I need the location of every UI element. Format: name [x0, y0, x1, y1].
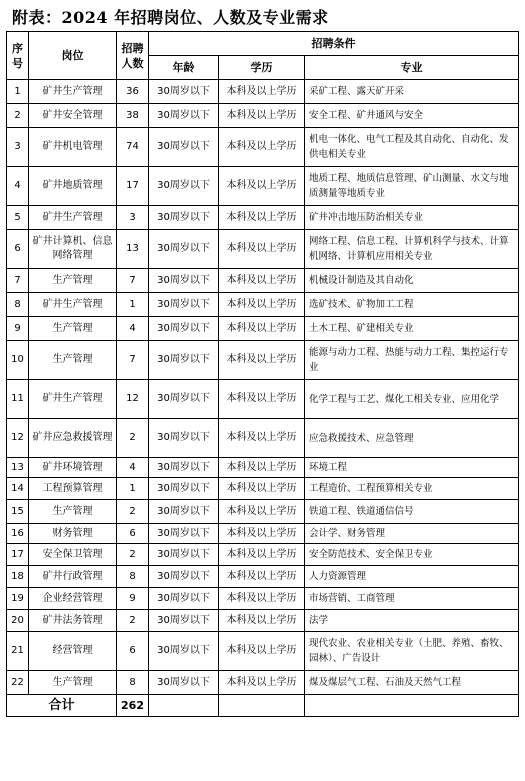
- row-major: 选矿技术、矿物加工工程: [305, 293, 519, 317]
- row-age: 30周岁以下: [149, 80, 219, 104]
- row-major: 机电一体化、电气工程及其自动化、自动化、发供电相关专业: [305, 128, 519, 167]
- row-seq: 22: [7, 671, 29, 695]
- row-age: 30周岁以下: [149, 380, 219, 419]
- row-position: 生产管理: [29, 500, 117, 524]
- row-count: 36: [117, 80, 149, 104]
- row-count: 3: [117, 206, 149, 230]
- row-count: 7: [117, 269, 149, 293]
- row-position: 财务管理: [29, 524, 117, 544]
- row-education: 本科及以上学历: [219, 500, 305, 524]
- row-seq: 14: [7, 478, 29, 500]
- row-position: 矿井计算机、信息网络管理: [29, 230, 117, 269]
- row-position: 矿井生产管理: [29, 380, 117, 419]
- table-row: [7, 206, 519, 230]
- row-count: 38: [117, 104, 149, 128]
- row-count: 74: [117, 128, 149, 167]
- row-position: 矿井应急救援管理: [29, 419, 117, 458]
- row-major: 土木工程、矿建相关专业: [305, 317, 519, 341]
- row-seq: 12: [7, 419, 29, 458]
- header-count: 招聘人数: [117, 32, 149, 80]
- row-seq: 15: [7, 500, 29, 524]
- row-count: 4: [117, 458, 149, 478]
- row-education: 本科及以上学历: [219, 104, 305, 128]
- row-age: 30周岁以下: [149, 128, 219, 167]
- row-seq: 5: [7, 206, 29, 230]
- header-major: 专业: [305, 56, 519, 80]
- row-seq: 19: [7, 588, 29, 610]
- row-seq: 9: [7, 317, 29, 341]
- row-major: 会计学、财务管理: [305, 524, 519, 544]
- row-age: 30周岁以下: [149, 671, 219, 695]
- row-position: 安全保卫管理: [29, 544, 117, 566]
- row-education: 本科及以上学历: [219, 419, 305, 458]
- row-major: 采矿工程、露天矿开采: [305, 80, 519, 104]
- row-age: 30周岁以下: [149, 206, 219, 230]
- row-seq: 10: [7, 341, 29, 380]
- row-count: 6: [117, 524, 149, 544]
- row-age: 30周岁以下: [149, 317, 219, 341]
- row-major: 铁道工程、铁道通信信号: [305, 500, 519, 524]
- total-count: 262: [117, 695, 149, 717]
- row-seq: 8: [7, 293, 29, 317]
- row-seq: 3: [7, 128, 29, 167]
- table-row: [7, 524, 519, 544]
- row-major: 矿井冲击地压防治相关专业: [305, 206, 519, 230]
- row-age: 30周岁以下: [149, 167, 219, 206]
- row-major: 人力资源管理: [305, 566, 519, 588]
- row-count: 9: [117, 588, 149, 610]
- row-count: 4: [117, 317, 149, 341]
- row-position: 矿井生产管理: [29, 80, 117, 104]
- row-count: 17: [117, 167, 149, 206]
- row-position: 矿井地质管理: [29, 167, 117, 206]
- row-count: 2: [117, 610, 149, 632]
- row-count: 8: [117, 671, 149, 695]
- row-count: 13: [117, 230, 149, 269]
- row-seq: 7: [7, 269, 29, 293]
- row-major: 安全工程、矿井通风与安全: [305, 104, 519, 128]
- row-age: 30周岁以下: [149, 566, 219, 588]
- row-age: 30周岁以下: [149, 610, 219, 632]
- document-title: 附表：2024 年招聘岗位、人数及专业需求: [12, 8, 329, 27]
- table-row: [7, 544, 519, 566]
- row-education: 本科及以上学历: [219, 544, 305, 566]
- row-age: 30周岁以下: [149, 478, 219, 500]
- row-count: 6: [117, 632, 149, 671]
- row-major: 地质工程、地质信息管理、矿山测量、水文与地质测量等地质专业: [305, 167, 519, 206]
- row-count: 12: [117, 380, 149, 419]
- table-row: [7, 293, 519, 317]
- row-age: 30周岁以下: [149, 458, 219, 478]
- row-position: 矿井生产管理: [29, 206, 117, 230]
- row-age: 30周岁以下: [149, 544, 219, 566]
- row-age: 30周岁以下: [149, 104, 219, 128]
- total-label: 合计: [7, 695, 117, 717]
- row-count: 2: [117, 544, 149, 566]
- row-count: 1: [117, 478, 149, 500]
- row-position: 矿井行政管理: [29, 566, 117, 588]
- row-seq: 13: [7, 458, 29, 478]
- row-education: 本科及以上学历: [219, 610, 305, 632]
- row-seq: 18: [7, 566, 29, 588]
- row-age: 30周岁以下: [149, 524, 219, 544]
- row-major: 应急救援技术、应急管理: [305, 419, 519, 458]
- row-position: 生产管理: [29, 269, 117, 293]
- total-empty-education: [219, 695, 305, 717]
- row-position: 矿井机电管理: [29, 128, 117, 167]
- header-age: 年龄: [149, 56, 219, 80]
- table-row: [7, 588, 519, 610]
- row-major: 环境工程: [305, 458, 519, 478]
- row-education: 本科及以上学历: [219, 269, 305, 293]
- row-major: 现代农业、农业相关专业（土肥、养殖、畜牧、园林）、广告设计: [305, 632, 519, 671]
- row-education: 本科及以上学历: [219, 128, 305, 167]
- row-age: 30周岁以下: [149, 230, 219, 269]
- row-seq: 11: [7, 380, 29, 419]
- row-position: 生产管理: [29, 317, 117, 341]
- row-position: 矿井生产管理: [29, 293, 117, 317]
- row-education: 本科及以上学历: [219, 80, 305, 104]
- table-row: [7, 610, 519, 632]
- recruitment-table: [6, 31, 519, 717]
- row-seq: 2: [7, 104, 29, 128]
- row-education: 本科及以上学历: [219, 167, 305, 206]
- row-education: 本科及以上学历: [219, 478, 305, 500]
- table-row: [7, 380, 519, 419]
- row-seq: 17: [7, 544, 29, 566]
- row-seq: 6: [7, 230, 29, 269]
- row-position: 经营管理: [29, 632, 117, 671]
- row-major: 机械设计制造及其自动化: [305, 269, 519, 293]
- row-major: 化学工程与工艺、煤化工相关专业、应用化学: [305, 380, 519, 419]
- row-education: 本科及以上学历: [219, 230, 305, 269]
- row-seq: 21: [7, 632, 29, 671]
- table-row: [7, 167, 519, 206]
- row-seq: 1: [7, 80, 29, 104]
- table-row: [7, 317, 519, 341]
- row-age: 30周岁以下: [149, 632, 219, 671]
- row-education: 本科及以上学历: [219, 317, 305, 341]
- table-row: [7, 80, 519, 104]
- table-row: [7, 128, 519, 167]
- row-position: 矿井环境管理: [29, 458, 117, 478]
- header-conditions: 招聘条件: [149, 32, 519, 56]
- table-row: [7, 458, 519, 478]
- row-position: 生产管理: [29, 341, 117, 380]
- row-position: 矿井法务管理: [29, 610, 117, 632]
- row-education: 本科及以上学历: [219, 566, 305, 588]
- table-row: [7, 632, 519, 671]
- total-empty-major: [305, 695, 519, 717]
- row-education: 本科及以上学历: [219, 341, 305, 380]
- row-age: 30周岁以下: [149, 419, 219, 458]
- table-row: [7, 566, 519, 588]
- row-major: 市场营销、工商管理: [305, 588, 519, 610]
- row-major: 安全防范技术、安全保卫专业: [305, 544, 519, 566]
- table-row: [7, 500, 519, 524]
- row-major: 法学: [305, 610, 519, 632]
- row-education: 本科及以上学历: [219, 293, 305, 317]
- header-education: 学历: [219, 56, 305, 80]
- row-position: 矿井安全管理: [29, 104, 117, 128]
- row-major: 网络工程、信息工程、计算机科学与技术、计算机网络、计算机应用相关专业: [305, 230, 519, 269]
- row-major: 能源与动力工程、热能与动力工程、集控运行专业: [305, 341, 519, 380]
- table-row: [7, 671, 519, 695]
- total-empty-age: [149, 695, 219, 717]
- header-seq: 序号: [7, 32, 29, 80]
- header-position: 岗位: [29, 32, 117, 80]
- row-education: 本科及以上学历: [219, 206, 305, 230]
- row-age: 30周岁以下: [149, 500, 219, 524]
- row-count: 1: [117, 293, 149, 317]
- table-row: [7, 341, 519, 380]
- row-seq: 16: [7, 524, 29, 544]
- row-education: 本科及以上学历: [219, 588, 305, 610]
- row-major: 工程造价、工程预算相关专业: [305, 478, 519, 500]
- row-age: 30周岁以下: [149, 269, 219, 293]
- table-row: [7, 230, 519, 269]
- row-count: 2: [117, 500, 149, 524]
- row-age: 30周岁以下: [149, 293, 219, 317]
- row-major: 煤及煤层气工程、石油及天然气工程: [305, 671, 519, 695]
- row-count: 7: [117, 341, 149, 380]
- row-age: 30周岁以下: [149, 341, 219, 380]
- table-row: [7, 419, 519, 458]
- row-seq: 4: [7, 167, 29, 206]
- row-seq: 20: [7, 610, 29, 632]
- row-count: 2: [117, 419, 149, 458]
- row-count: 8: [117, 566, 149, 588]
- row-education: 本科及以上学历: [219, 524, 305, 544]
- row-position: 生产管理: [29, 671, 117, 695]
- table-row: [7, 269, 519, 293]
- row-education: 本科及以上学历: [219, 380, 305, 419]
- table-row: [7, 104, 519, 128]
- row-education: 本科及以上学历: [219, 458, 305, 478]
- table-row: [7, 478, 519, 500]
- row-position: 工程预算管理: [29, 478, 117, 500]
- row-position: 企业经营管理: [29, 588, 117, 610]
- row-age: 30周岁以下: [149, 588, 219, 610]
- row-education: 本科及以上学历: [219, 671, 305, 695]
- row-education: 本科及以上学历: [219, 632, 305, 671]
